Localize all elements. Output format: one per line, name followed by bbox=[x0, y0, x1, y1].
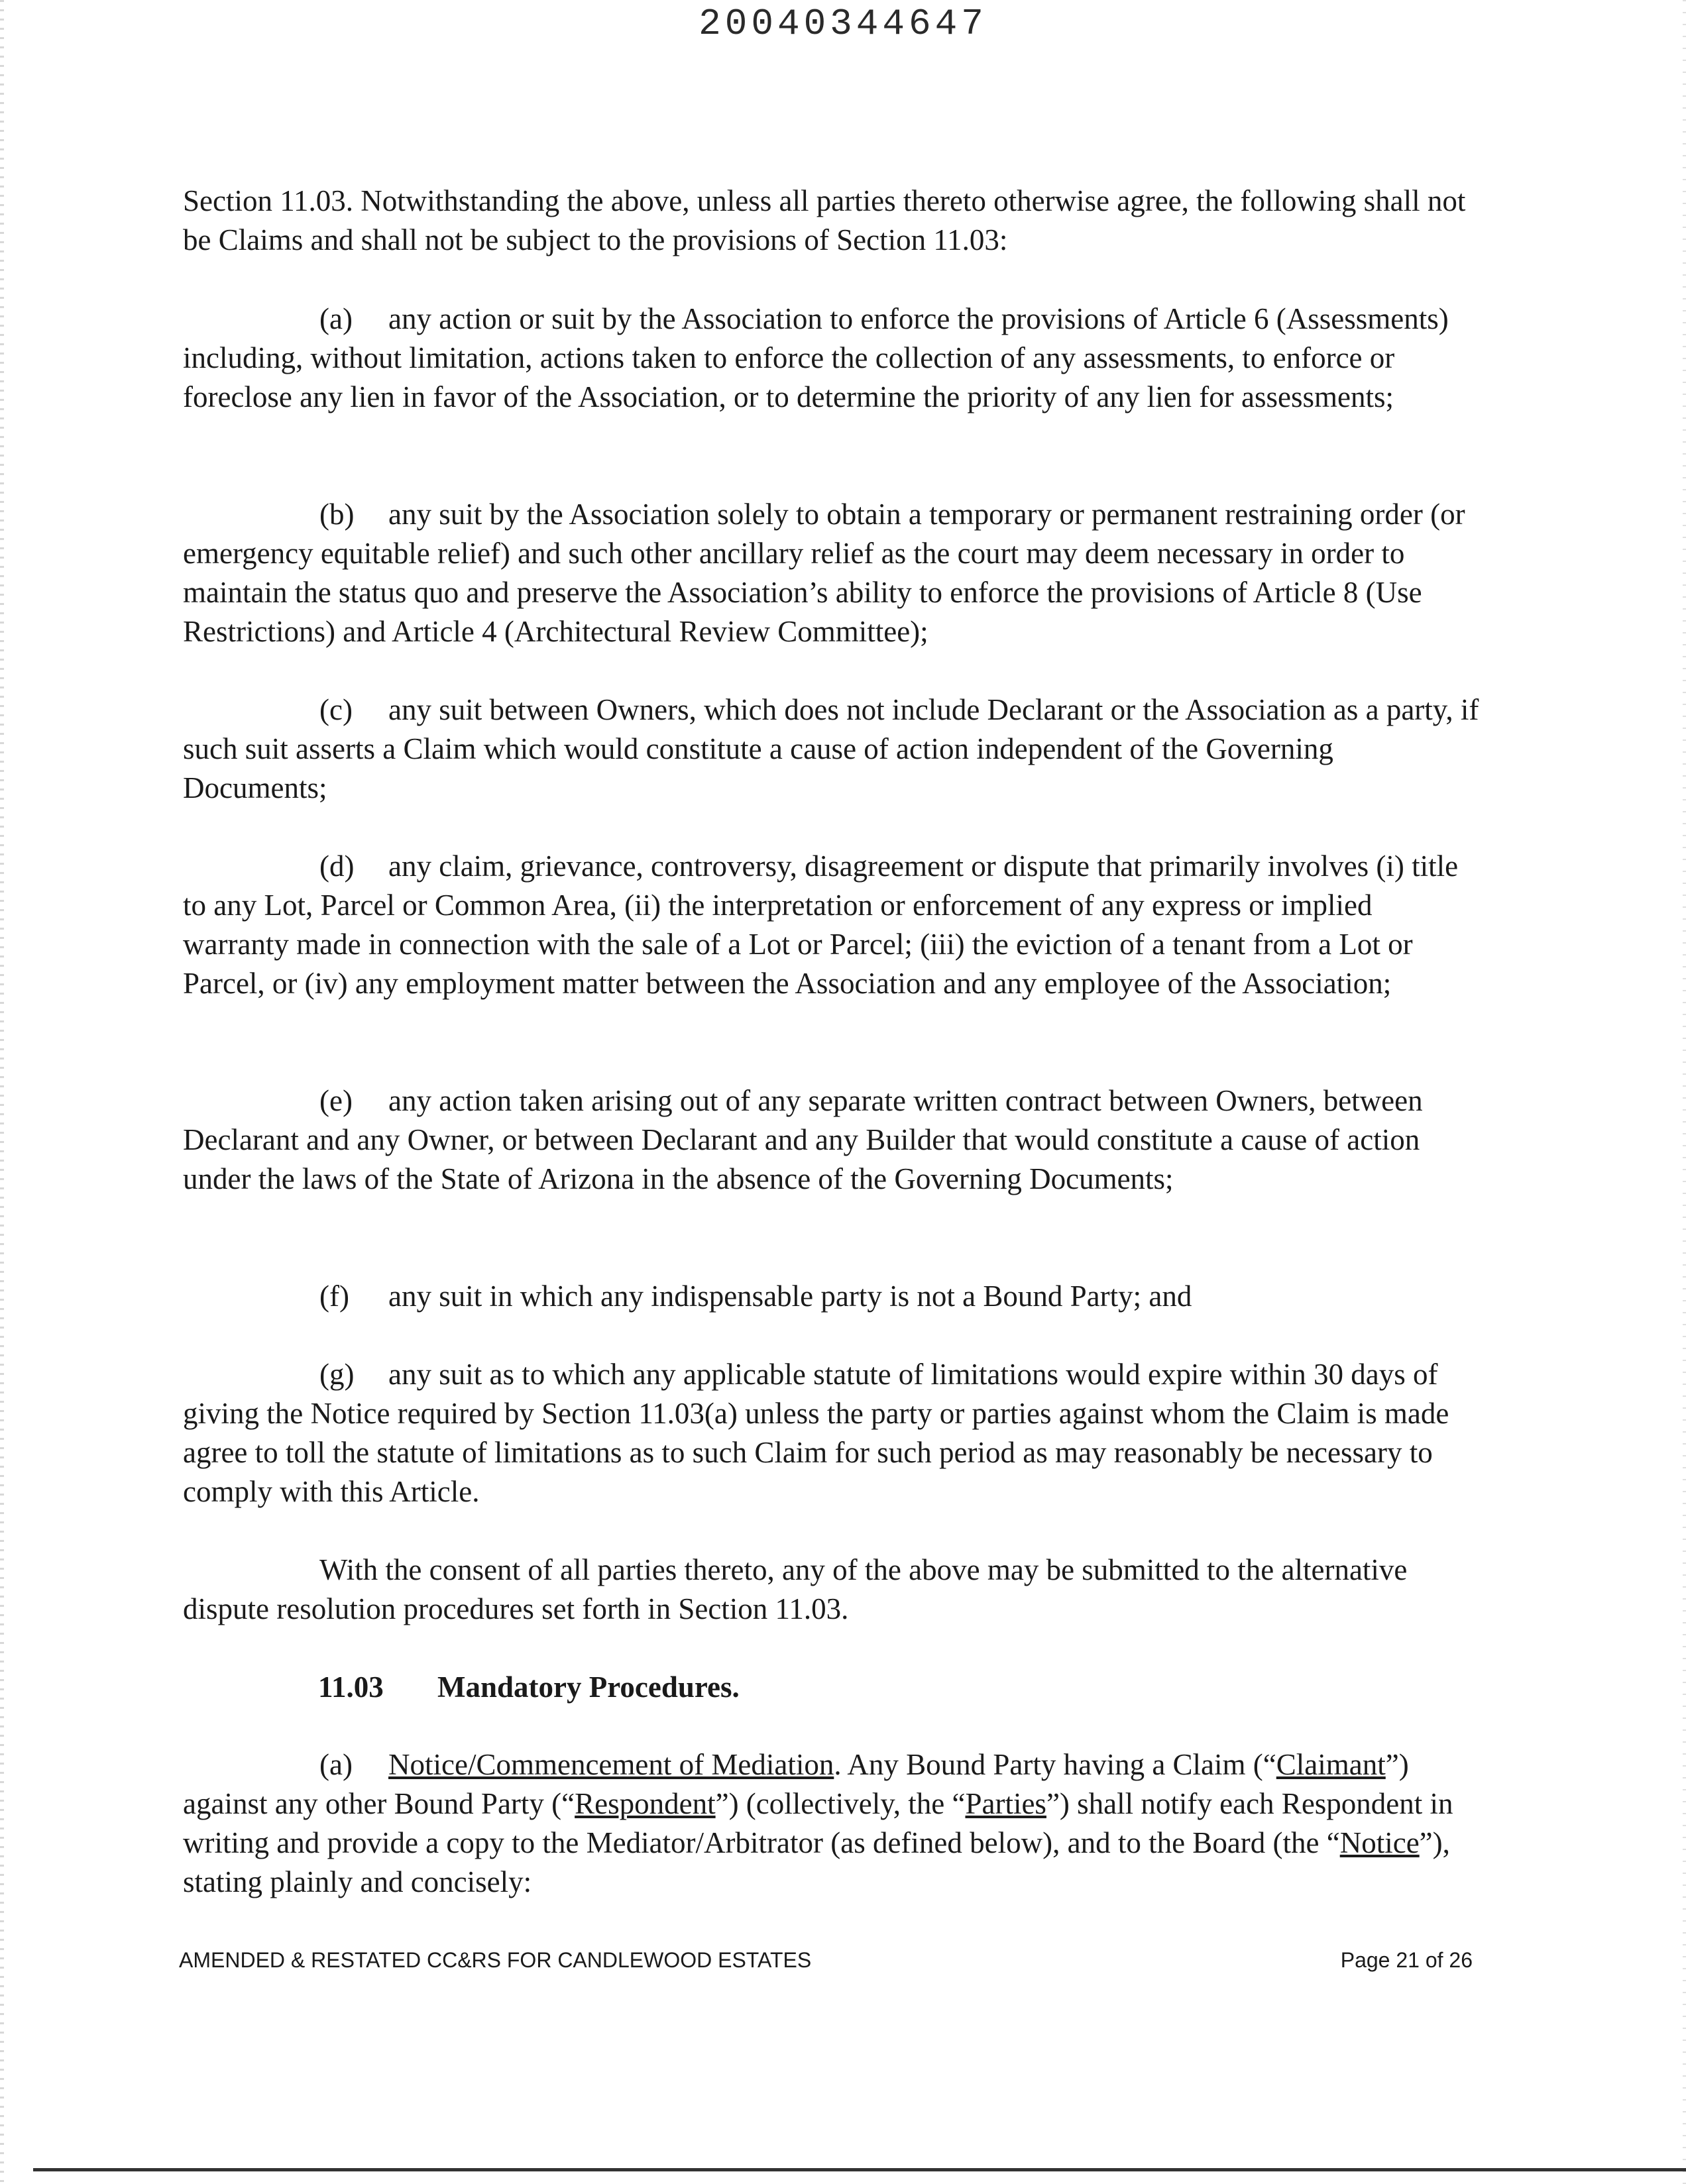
exclusion-e bbox=[183, 1081, 1482, 1199]
exclusion-text: any suit by the Association solely to obtain a temporary or permanent restraining order (or emergency equitable relief) and such other ancillary relief as the court may deem necessary in order to maintain the status quo and preserve the Association’s ability to enforce the provisions of Article 8 (Use Restrictions) and Article 4 (Architectural Review Committee); bbox=[183, 498, 1465, 648]
footer-document-title: AMENDED & RESTATED CC&RS FOR CANDLEWOOD ESTATES bbox=[179, 1948, 812, 1972]
exclusion-b bbox=[183, 495, 1482, 651]
defined-term-parties: Parties bbox=[965, 1787, 1046, 1820]
exclusion-a bbox=[183, 300, 1482, 417]
exclusion-d bbox=[183, 847, 1482, 1003]
footer-page-number: Page 21 of 26 bbox=[1340, 1948, 1473, 1972]
section-heading bbox=[318, 1668, 740, 1707]
exclusion-label: (g) bbox=[319, 1358, 355, 1391]
scan-edge-left bbox=[0, 0, 4, 2184]
exclusion-label: (c) bbox=[319, 693, 353, 726]
procedure-title: Notice/Commencement of Mediation bbox=[388, 1748, 834, 1781]
exclusion-f bbox=[183, 1277, 1482, 1316]
exclusion-label: (b) bbox=[319, 498, 355, 531]
exclusion-text: any suit as to which any applicable statute of limitations would expire within 30 days of giving the Notice required by Section 11.03(a) unless the party or parties against whom the Claim is made agree to toll the statute of limitations as to such Claim for such period as may reasonably be necessary to comply with this Article. bbox=[183, 1358, 1449, 1508]
consent-paragraph: With the consent of all parties thereto, any of the above may be submitted to the alternative dispute resolution procedures set forth in Section 11.03. bbox=[183, 1553, 1408, 1625]
exclusion-g bbox=[183, 1355, 1482, 1511]
exclusion-text: any action or suit by the Association to enforce the provisions of Article 6 (Assessments) including, without limitation, actions taken to enforce the collection of any assessments, to enforce or foreclose any lien in favor of the Association, or to determine the priority of any lien for assessments; bbox=[183, 302, 1449, 413]
defined-term-notice: Notice bbox=[1339, 1826, 1420, 1859]
exclusion-text: any claim, grievance, controversy, disagreement or dispute that primarily involves (i) title to any Lot, Parcel or Common Area, (ii) the interpretation or enforcement of any express or implied warranty made in connection with the sale of a Lot or Parcel; (iii) the eviction of a tenant from a Lot or Parcel, or (iv) any employment matter between the Association and any employee of the Association; bbox=[183, 849, 1459, 1000]
section-title: Mandatory Procedures. bbox=[437, 1670, 740, 1704]
exclusion-label: (f) bbox=[319, 1280, 349, 1313]
defined-term-respondent: Respondent bbox=[575, 1787, 716, 1820]
defined-term-claimant: Claimant bbox=[1276, 1748, 1386, 1781]
bottom-scan-rule bbox=[33, 2168, 1686, 2171]
exclusion-label: (a) bbox=[319, 302, 353, 335]
recording-number: 20040344647 bbox=[699, 3, 987, 45]
procedure-label: (a) bbox=[319, 1748, 353, 1781]
exclusion-text: any suit between Owners, which does not include Declarant or the Association as a party, if such suit asserts a Claim which would constitute a cause of action independent of the Governing Documents; bbox=[183, 693, 1479, 804]
intro-paragraph: Section 11.03. Notwithstanding the above, unless all parties thereto otherwise agree, the following shall not be Claims and shall not be subject to the provisions of Section 11.03: bbox=[183, 184, 1466, 256]
exclusion-label: (d) bbox=[319, 849, 355, 883]
procedure-a-paragraph: (a) Notice/Commencement of Mediation. Any Bound Party having a Claim (“Claimant”) against any other Bound Party (“Respondent”) (collectively, the “Parties”) shall notify each Respondent in writing and provide a copy to the Mediator/Arbitrator (as defined below), and to the Board (the “Notice”), stating plainly and concisely: bbox=[183, 1745, 1482, 1902]
exclusion-text: any suit in which any indispensable party is not a Bound Party; and bbox=[388, 1280, 1192, 1313]
exclusion-label: (e) bbox=[319, 1084, 353, 1117]
scan-edge-right bbox=[1683, 0, 1686, 2184]
exclusion-c bbox=[183, 690, 1482, 808]
section-number: 11.03 bbox=[318, 1670, 384, 1704]
exclusion-text: any action taken arising out of any separate written contract between Owners, between Declarant and any Owner, or between Declarant and any Builder that would constitute a cause of action under the laws of the State of Arizona in the absence of the Governing Documents; bbox=[183, 1084, 1423, 1195]
